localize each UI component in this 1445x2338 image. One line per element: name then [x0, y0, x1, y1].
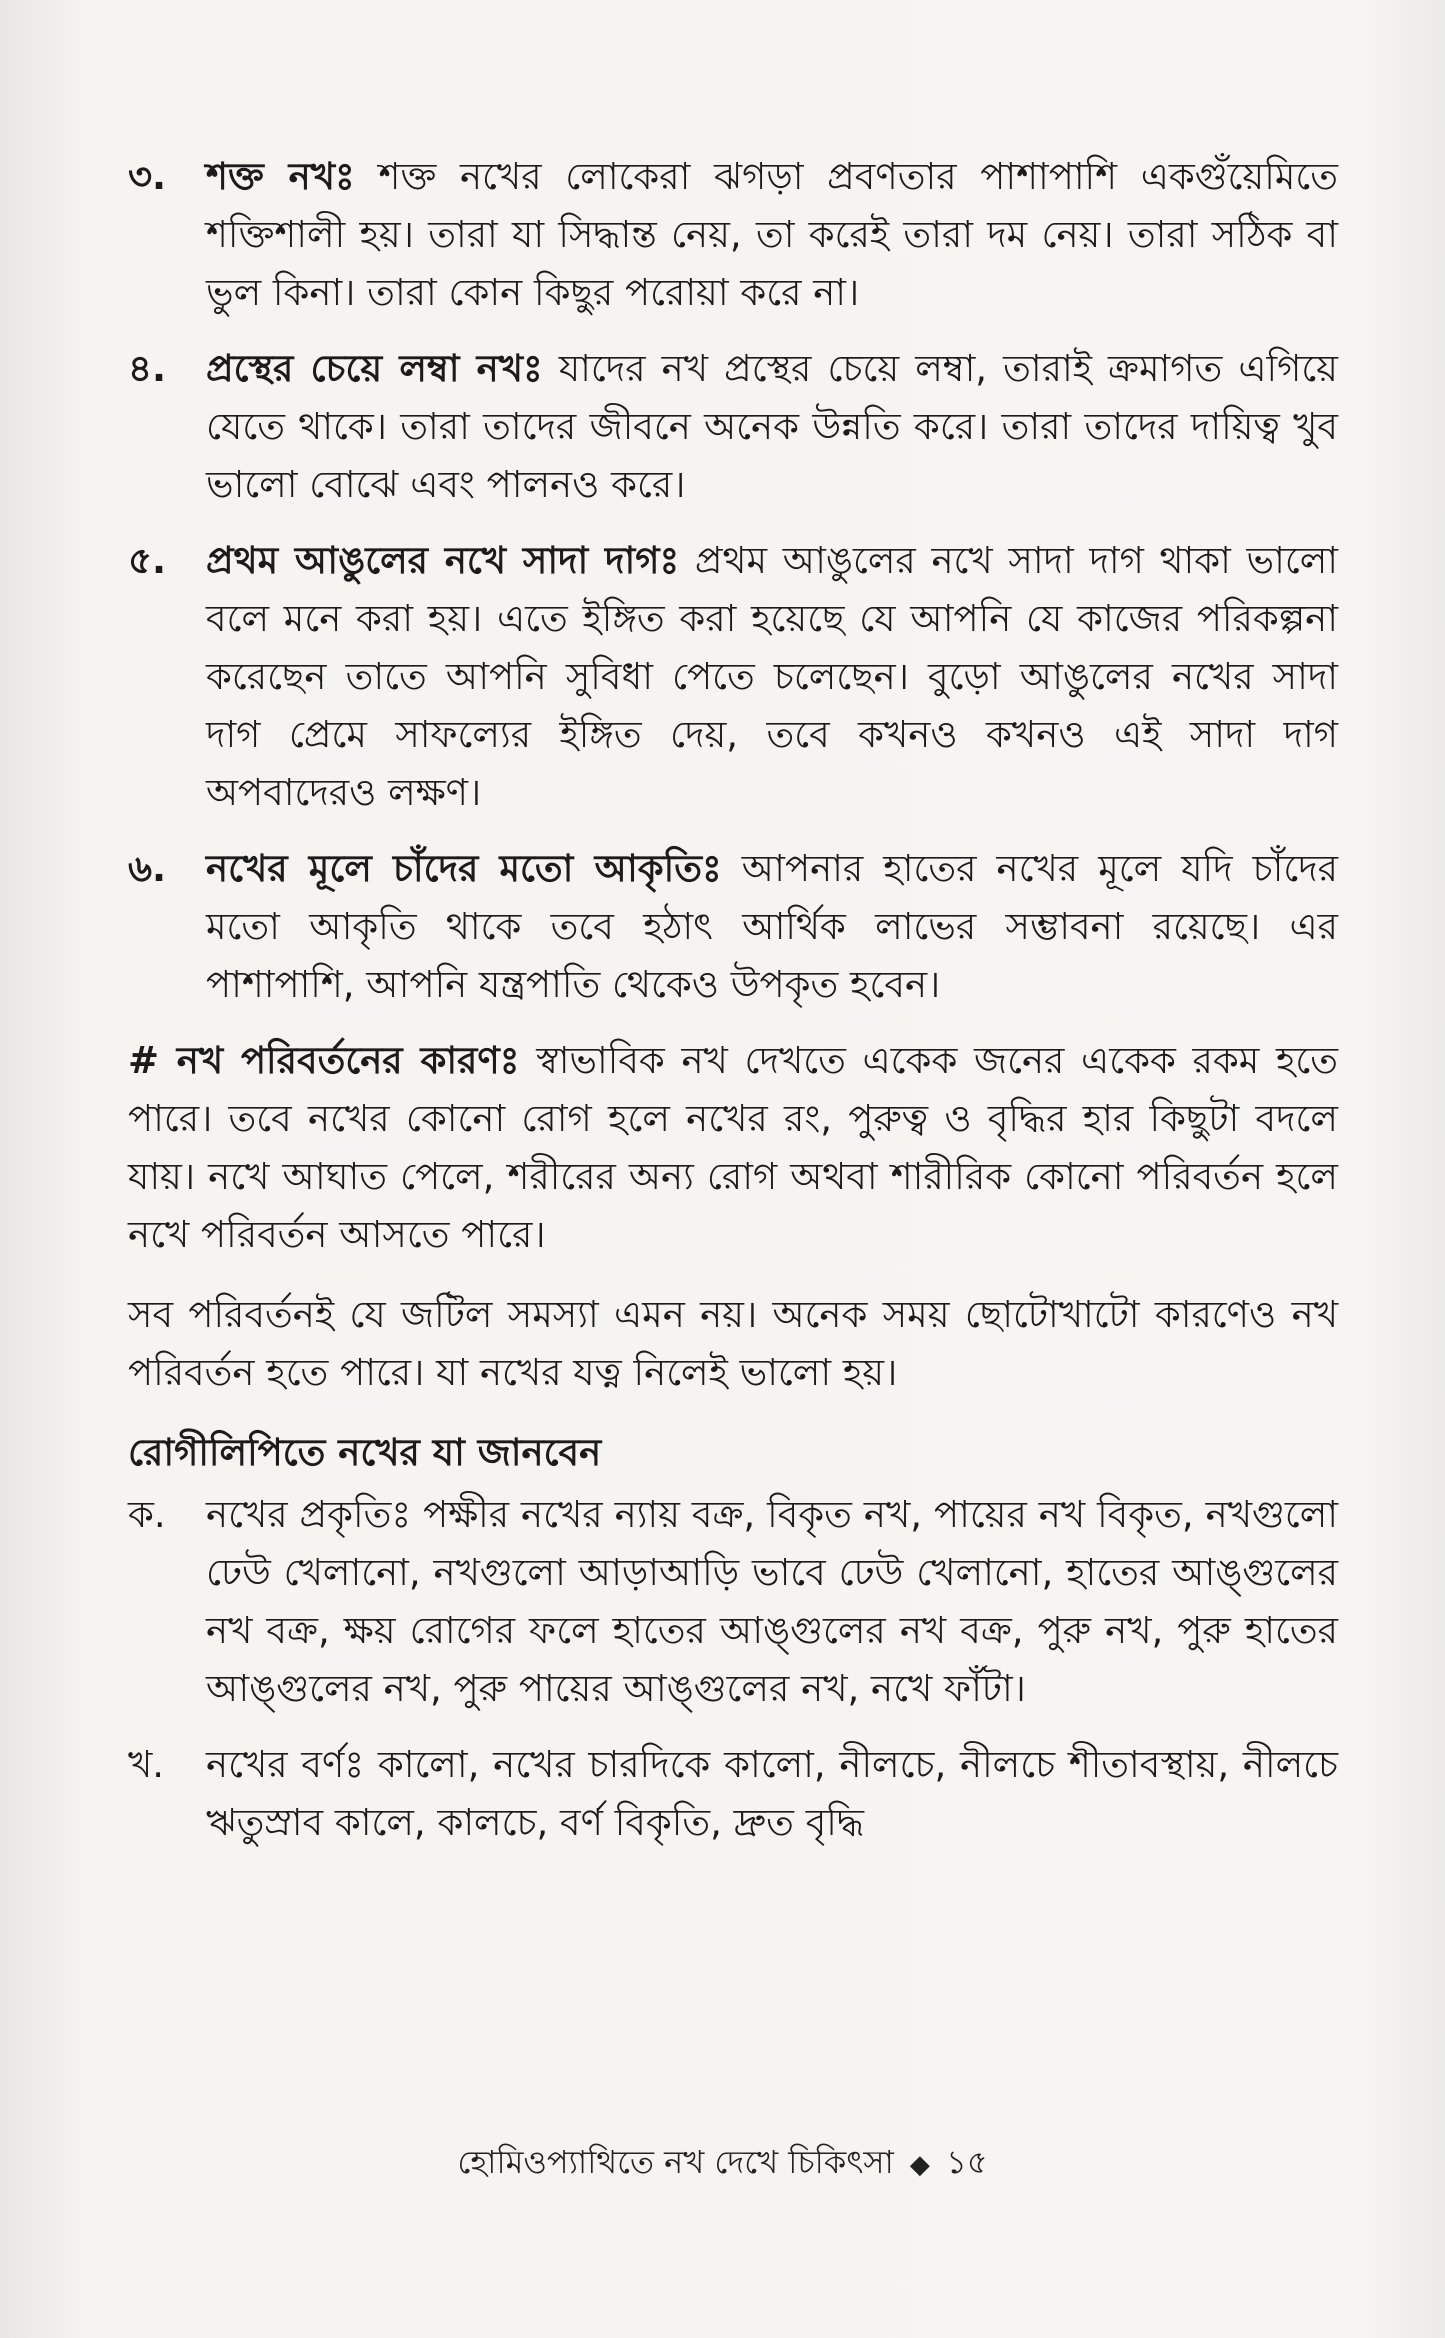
section-heading: রোগীলিপিতে নখের যা জানবেন [128, 1431, 602, 1474]
item-number: ৩. [128, 155, 167, 198]
item-paragraph [206, 1486, 1338, 1718]
list-item [128, 1486, 1338, 1718]
note-paragraph: সব পরিবর্তনই যে জটিল সমস্যা এমন নয়। অনেক সময় ছোটোখাটো কারণেও নখ পরিবর্তন হতে পারে। যা নখের যত্ন নিলেই ভালো হয়। [128, 1293, 1338, 1394]
item-text: যাদের নখ প্রস্থের চেয়ে লম্বা, তারাই ক্রমাগত এগিয়ে যেতে থাকে। তারা তাদের জীবনে অনেক উন্নতি করে। তারা তাদের দায়িত্ব খুব ভালো বোঝে এবং পালনও করে। [206, 347, 1338, 506]
item-title: নখের মূলে চাঁদের মতো আকৃতিঃ [206, 847, 722, 890]
item-title: শক্ত নখঃ [206, 155, 355, 198]
item-paragraph [206, 840, 1338, 1014]
book-title: হোমিওপ্যাথিতে নখ দেখে চিকিৎসা [457, 2143, 894, 2181]
item-number: ৬. [128, 847, 167, 890]
list-item [128, 340, 1338, 514]
item-number: ৫. [128, 539, 167, 582]
cause-paragraph [128, 1032, 1338, 1264]
list-item [128, 148, 1338, 322]
item-title: প্রথম আঙুলের নখে সাদা দাগঃ [206, 539, 680, 582]
item-text: পক্ষীর নখের ন্যায় বক্র, বিকৃত নখ, পায়ের নখ বিকৃত, নখগুলো ঢেউ খেলানো, নখগুলো আড়াআড়ি ভাবে ঢেউ খেলানো, হাতের আঙ্গুলের নখ বক্র, ক্ষয় রোগের ফলে হাতের আঙ্গুলের নখ বক্র, পুরু নখ, পুরু হাতের আঙ্গুলের নখ, পুরু পায়ের আঙ্গুলের নখ, নখে ফাঁটা। [206, 1493, 1338, 1710]
cause-text: স্বাভাবিক নখ দেখতে একেক জনের একেক রকম হতে পারে। তবে নখের কোনো রোগ হলে নখের রং, পুরুত্ব ও বৃদ্ধির হার কিছুটা বদলে যায়। নখে আঘাত পেলে, শরীরের অন্য রোগ অথবা শারীরিক কোনো পরিবর্তন হলে নখে পরিবর্তন আসতে পারে। [128, 1039, 1339, 1256]
item-title: প্রস্থের চেয়ে লম্বা নখঃ [206, 347, 543, 390]
item-title: নখের প্রকৃতিঃ [206, 1493, 412, 1536]
page-footer [0, 2140, 1445, 2187]
list-item [128, 1736, 1338, 1852]
item-text: আপনার হাতের নখের মূলে যদি চাঁদের মতো আকৃতি থাকে তবে হঠাৎ আর্থিক লাভের সম্ভাবনা রয়েছে। এর পাশাপাশি, আপনি যন্ত্রপাতি থেকেও উপকৃত হবেন। [206, 847, 1338, 1006]
item-text: প্রথম আঙুলের নখে সাদা দাগ থাকা ভালো বলে মনে করা হয়। এতে ইঙ্গিত করা হয়েছে যে আপনি যে কাজের পরিকল্পনা করেছেন তাতে আপনি সুবিধা পেতে চলেছেন। বুড়ো আঙুলের নখের সাদা দাগ প্রেমে সাফল্যের ইঙ্গিত দেয়, তবে কখনও কখনও এই সাদা দাগ অপবাদেরও লক্ষণ। [206, 539, 1339, 814]
item-text: কালো, নখের চারদিকে কালো, নীলচে, নীলচে শীতাবস্থায়, নীলচে ঋতুস্রাব কালে, কালচে, বর্ণ বিকৃতি, দ্রুত বৃদ্ধি [206, 1743, 1338, 1844]
cause-section [128, 1032, 1338, 1264]
item-number: ক. [128, 1493, 166, 1536]
item-title: নখের বর্ণঃ [206, 1743, 365, 1786]
item-paragraph [206, 532, 1338, 822]
diamond-icon: ◆ [909, 2150, 930, 2180]
list-item [128, 840, 1338, 1014]
item-number: খ. [128, 1743, 165, 1786]
page-number: ১৫ [946, 2143, 988, 2181]
page-content [128, 148, 1338, 1870]
item-paragraph [206, 340, 1338, 514]
list-item [128, 532, 1338, 822]
item-text: শক্ত নখের লোকেরা ঝগড়া প্রবণতার পাশাপাশি একগুঁয়েমিতে শক্তিশালী হয়। তারা যা সিদ্ধান্ত নেয়, তা করেই তারা দম নেয়। তারা সঠিক বা ভুল কিনা। তারা কোন কিছুর পরোয়া করে না। [206, 155, 1338, 314]
note-section [128, 1286, 1338, 1402]
item-paragraph [206, 148, 1338, 322]
item-number: ৪. [128, 347, 167, 390]
item-paragraph [206, 1736, 1338, 1852]
cause-title: # নখ পরিবর্তনের কারণঃ [128, 1039, 520, 1082]
